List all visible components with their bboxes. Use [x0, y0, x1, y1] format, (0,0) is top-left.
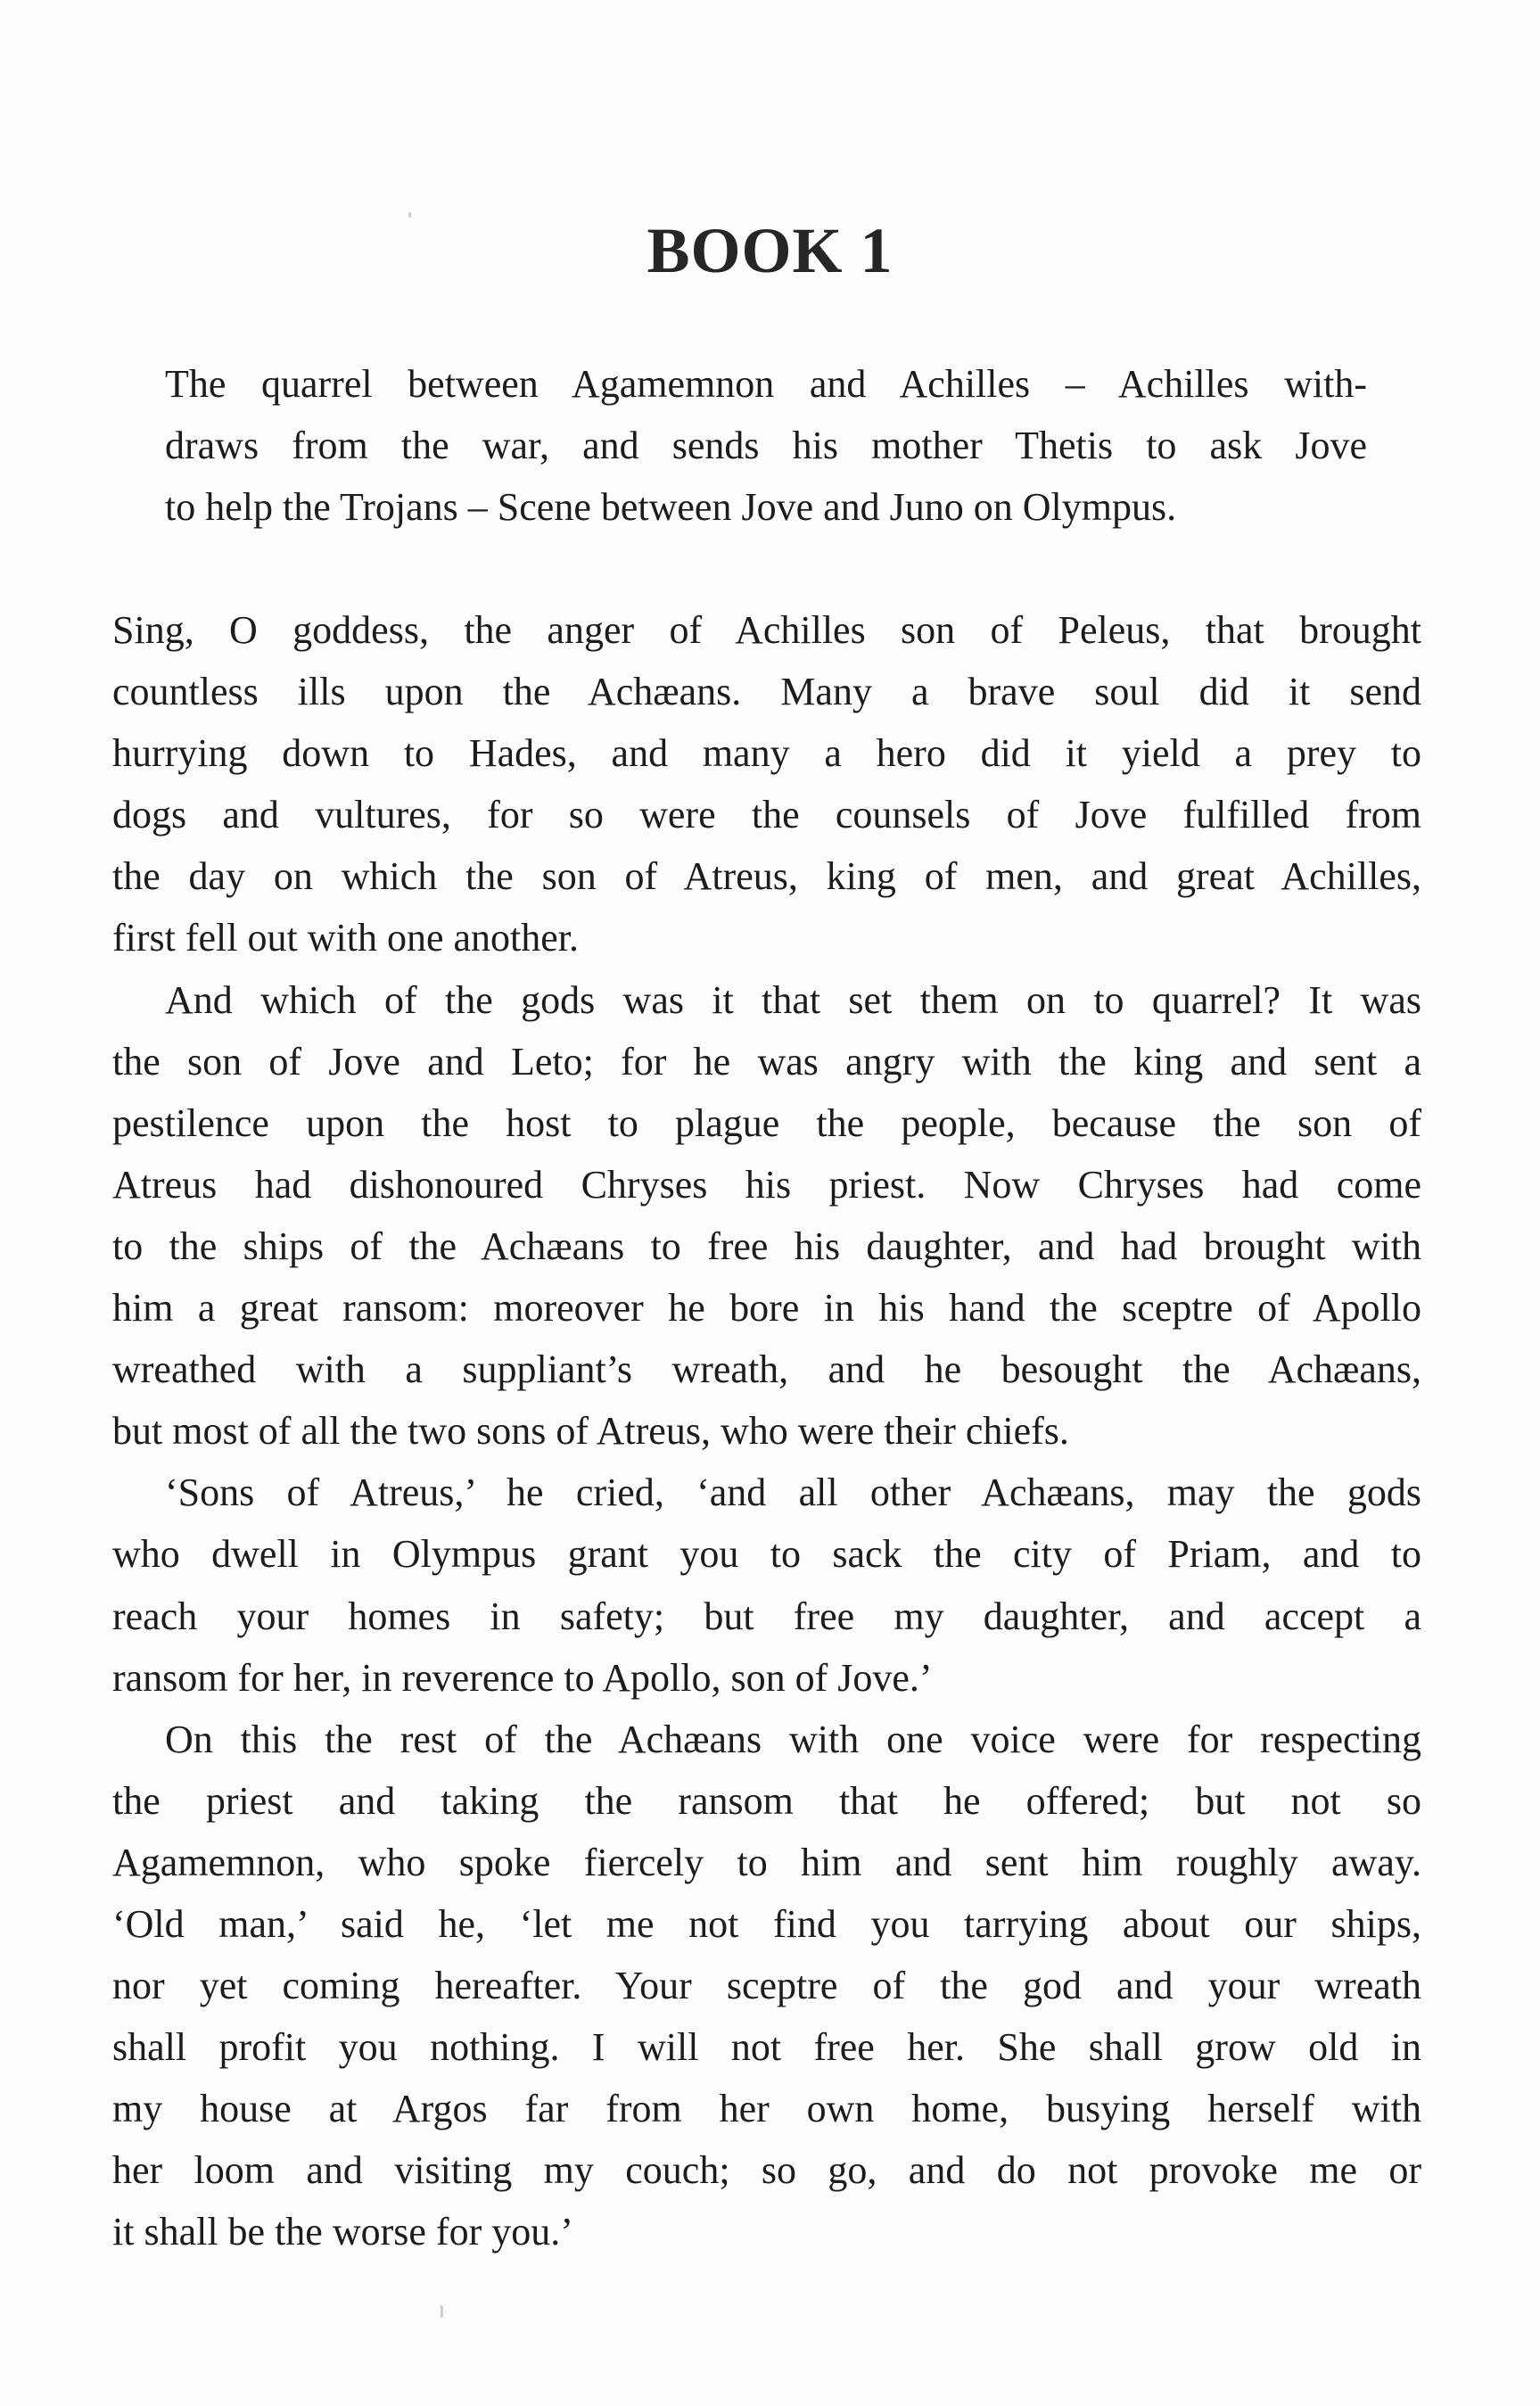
text-line: him a great ransom: moreover he bore in his hand the sceptre of Apollo — [112, 1286, 1421, 1331]
text-line: On this the rest of the Achæans with one voice were for respecting — [165, 1717, 1421, 1761]
text-line: to the ships of the Achæans to free his daughter, and had brought with — [112, 1224, 1421, 1268]
text-line: shall profit you nothing. I will not free her. She shall grow old in — [112, 2025, 1421, 2070]
text-line: dogs and vultures, for so were the counsels of Jove fulfilled from — [112, 793, 1421, 837]
text-line: but most of all the two sons of Atreus, who were their chiefs. — [112, 1409, 1069, 1454]
text-line: wreathed with a suppliant’s wreath, and he besought the Achæans, — [112, 1347, 1421, 1392]
paragraph — [112, 1709, 1421, 2263]
text-line: first fell out with one another. — [112, 916, 579, 960]
text-line: the priest and taking the ransom that he offered; but not so — [112, 1778, 1421, 1823]
text-line: her loom and visiting my couch; so go, and do not provoke me or — [112, 2148, 1421, 2193]
summary-line: The quarrel between Agamemnon and Achilles – Achilles with- — [165, 362, 1367, 406]
text-line: Agamemnon, who spoke fiercely to him and sent him roughly away. — [112, 1840, 1421, 1884]
scan-speck — [408, 212, 411, 218]
chapter-summary — [165, 353, 1367, 538]
body-text — [112, 599, 1421, 2263]
text-line: ransom for her, in reverence to Apollo, son of Jove.’ — [112, 1655, 933, 1700]
text-line: ‘Old man,’ said he, ‘let me not find you tarrying about our ships, — [112, 1901, 1421, 1946]
text-line: And which of the gods was it that set them on to quarrel? It was — [165, 977, 1421, 1022]
text-line: hurrying down to Hades, and many a hero did it yield a prey to — [112, 731, 1421, 776]
text-line: nor yet coming hereafter. Your sceptre of the god and your wreath — [112, 1964, 1421, 2008]
page-title: BOOK 1 — [646, 215, 894, 286]
summary-line: to help the Trojans – Scene between Jove and Juno on Olympus. — [165, 485, 1177, 529]
text-line: who dwell in Olympus grant you to sack the city of Priam, and to — [112, 1532, 1421, 1577]
text-line: ‘Sons of Atreus,’ he cried, ‘and all other Achæans, may the gods — [165, 1471, 1421, 1515]
text-line: countless ills upon the Achæans. Many a brave soul did it send — [112, 670, 1421, 714]
text-line: the day on which the son of Atreus, king of men, and great Achilles, — [112, 854, 1421, 899]
text-line: pestilence upon the host to plague the people, because the son of — [112, 1100, 1421, 1145]
text-line: the son of Jove and Leto; for he was angry with the king and sent a — [112, 1039, 1421, 1084]
text-line: it shall be the worse for you.’ — [112, 2210, 573, 2254]
text-line: Atreus had dishonoured Chryses his priest. Now Chryses had come — [112, 1162, 1421, 1207]
text-line: reach your homes in safety; but free my daughter, and accept a — [112, 1594, 1421, 1638]
text-line: my house at Argos far from her own home, busying herself with — [112, 2087, 1421, 2131]
scan-speck — [441, 2305, 443, 2318]
paragraph — [112, 1462, 1421, 1708]
paragraph — [112, 599, 1421, 969]
text-line: Sing, O goddess, the anger of Achilles son of Peleus, that brought — [112, 608, 1421, 652]
paragraph — [112, 969, 1421, 1463]
summary-line: draws from the war, and sends his mother Thetis to ask Jove — [165, 424, 1367, 467]
